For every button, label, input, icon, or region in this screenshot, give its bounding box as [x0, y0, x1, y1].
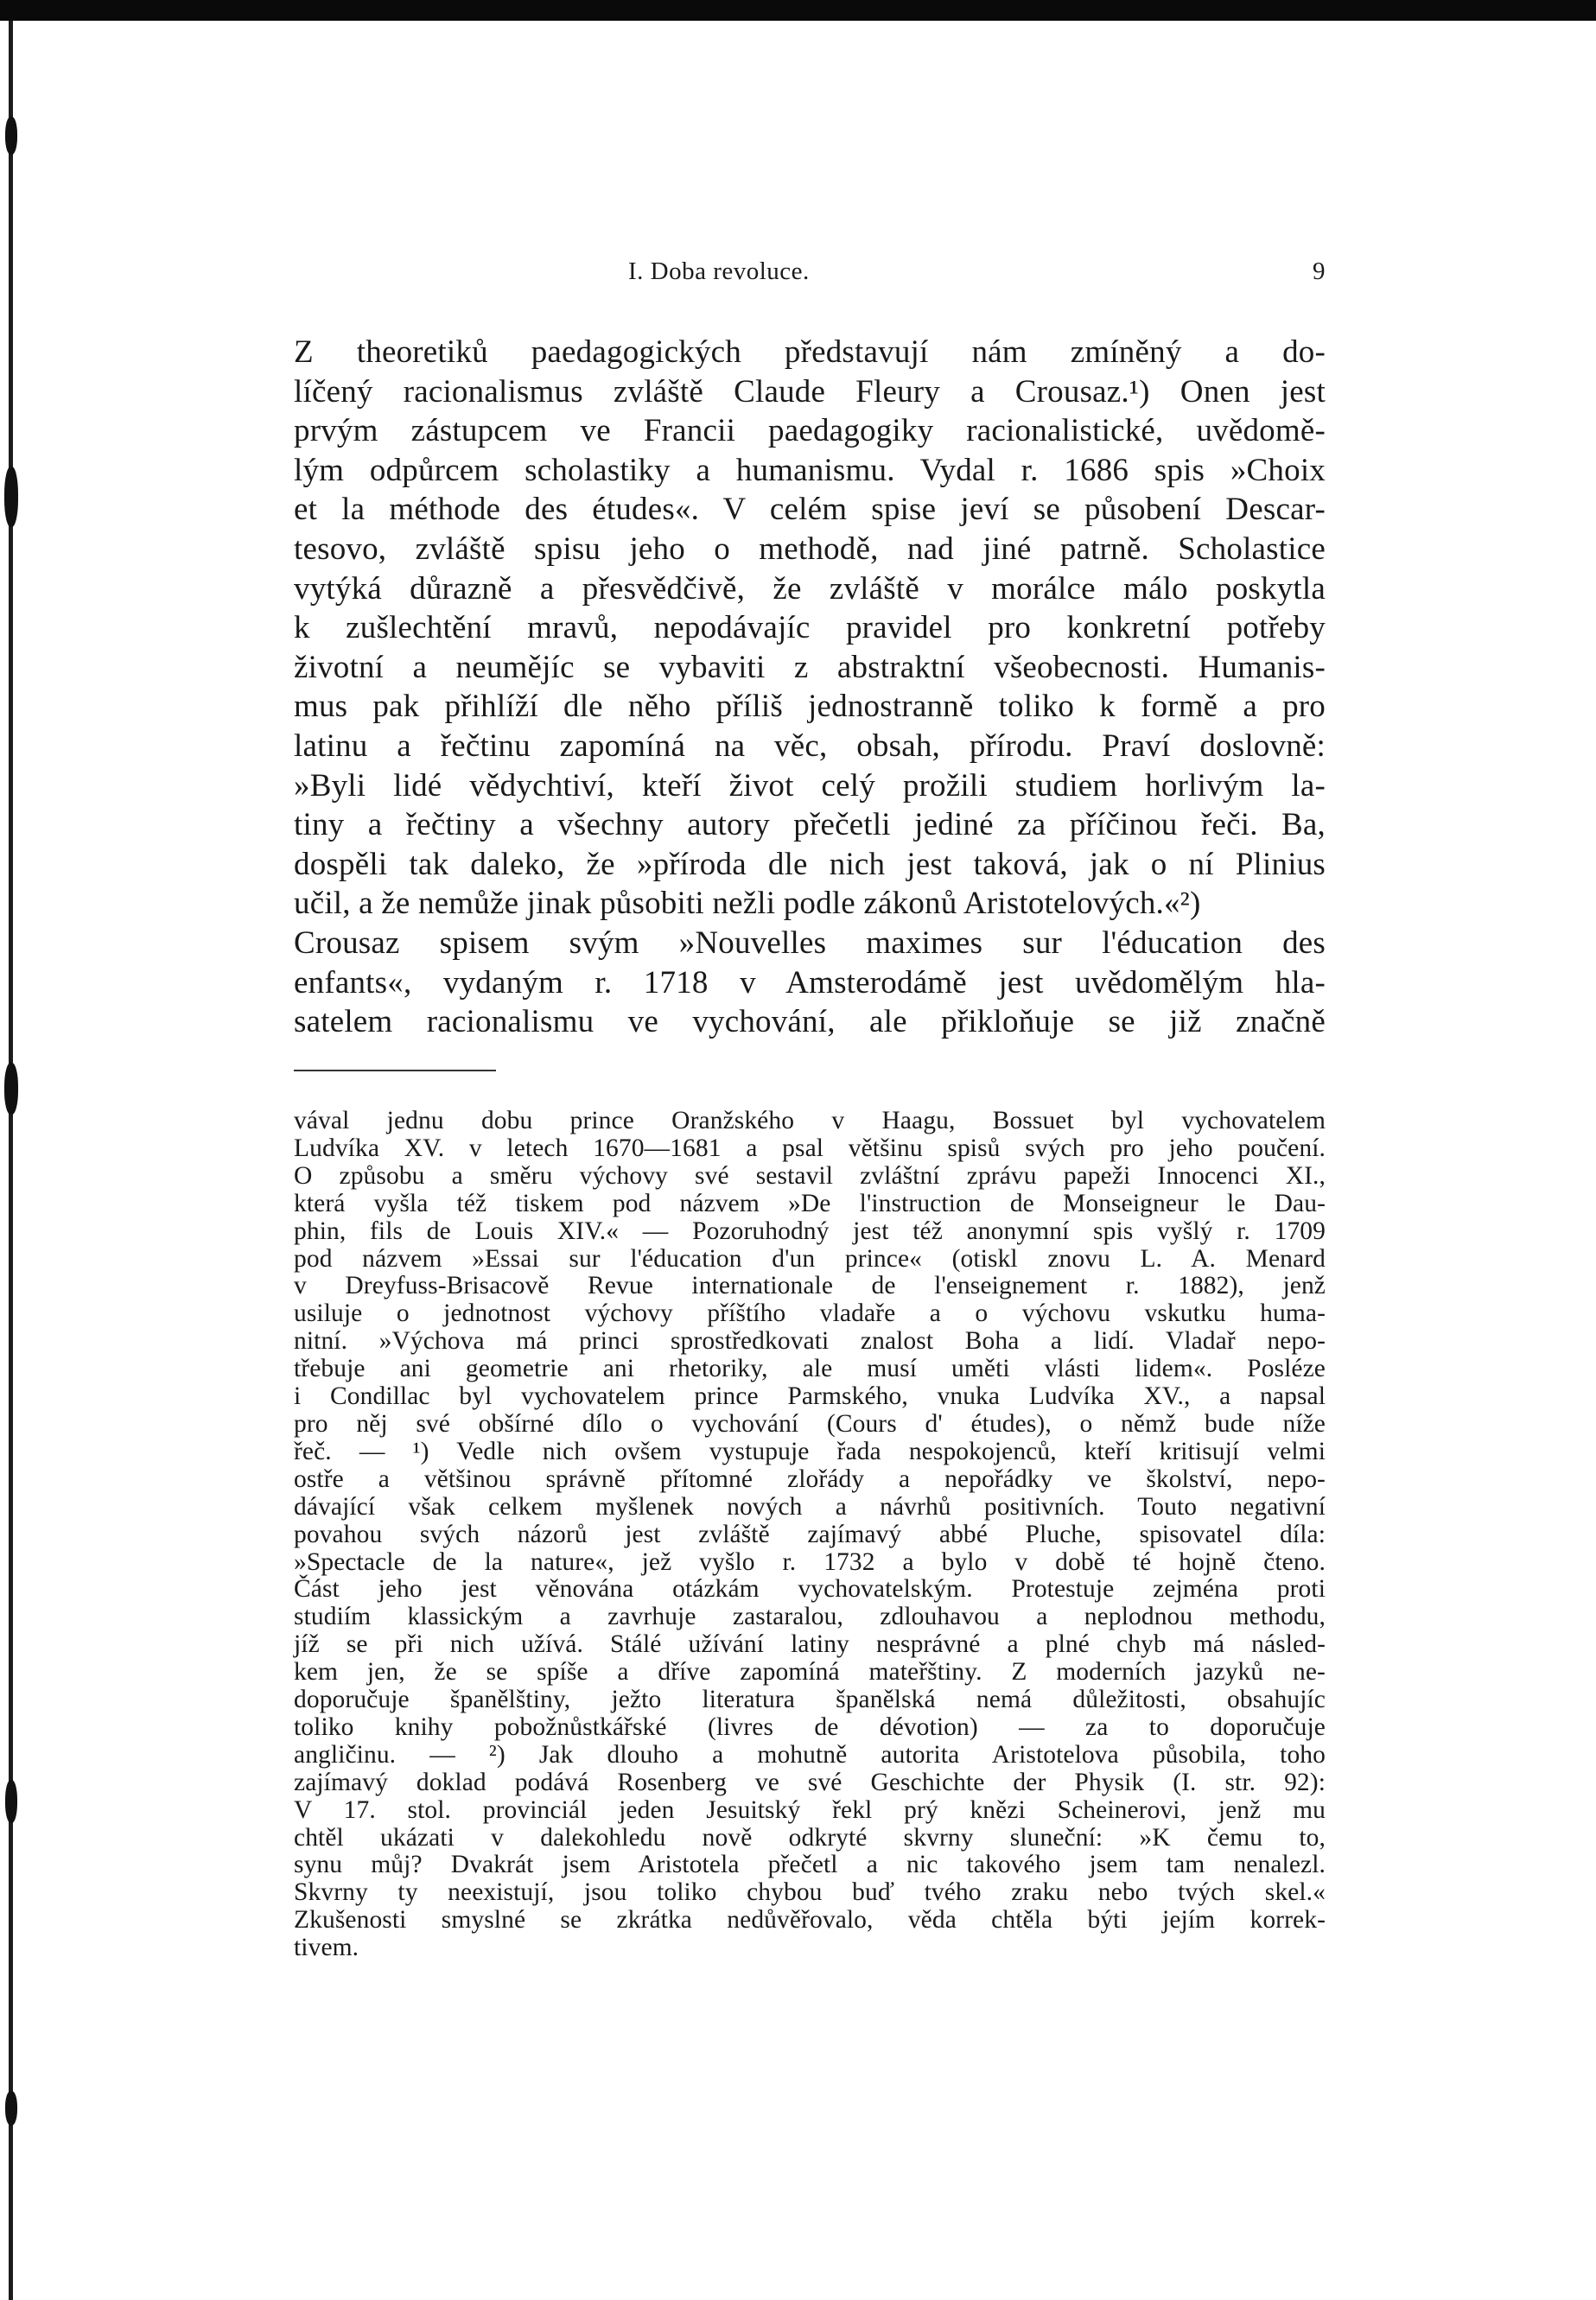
body-line: Z theoretiků paedagogických představují nám zmíněný a do- — [294, 334, 1326, 370]
main-text — [294, 333, 1326, 1042]
binding-mark — [4, 1063, 18, 1115]
page-header — [294, 257, 1326, 292]
scan-left-edge — [9, 21, 13, 2300]
body-line: lým odpůrcem scholastiky a humanismu. Vydal r. 1686 spis »Choix — [294, 452, 1326, 488]
footnote-line: povahou svých názorů jest zvláště zajímavý abbé Pluche, spisovatel díla: — [294, 1520, 1326, 1548]
footnote-line: Skvrny ty neexistují, jsou toliko chybou buď tvého zraku nebo tvých skel.« — [294, 1878, 1326, 1907]
binding-mark — [4, 467, 18, 527]
footnote-line: zajímavý doklad podává Rosenberg ve své Geschichte der Physik (I. str. 92): — [294, 1768, 1326, 1796]
body-line: et la méthode des études«. V celém spise jeví se působení Descar- — [294, 492, 1326, 528]
footnote-line: jíž se při nich užívá. Stálé užívání latiny nesprávné a plné chyb má násled- — [294, 1630, 1326, 1659]
footnote-line: řeč. — ¹) Vedle nich ovšem vystupuje řada nespokojenců, kteří kritisují velmi — [294, 1437, 1326, 1465]
binding-mark — [5, 2091, 17, 2125]
body-line: učil, a že nemůže jinak působiti nežli podle zákonů Aristotelových.«²) — [294, 886, 1201, 922]
footnote-line: V 17. stol. provinciál jeden Jesuitský řekl prý knězi Scheinerovi, jenž mu — [294, 1795, 1326, 1824]
footnote-line: nitní. »Výchova má princi sprostředkovati znalost Boha a lidí. Vladař nepo- — [294, 1327, 1326, 1356]
body-line: tesovo, zvláště spisu jeho o methodě, nad jiné patrně. Scholastice — [294, 531, 1326, 567]
footnotes — [294, 1108, 1326, 1962]
footnote-line: angličinu. — ²) Jak dlouho a mohutně autorita Aristotelova působila, toho — [294, 1740, 1326, 1769]
footnote-line: i Condillac byl vychovatelem prince Parmského, vnuka Ludvíka XV., a napsal — [294, 1382, 1326, 1411]
body-line: životní a neumějíc se vybaviti z abstraktní všeobecnosti. Humanis- — [294, 649, 1326, 685]
footnote-line: kem jen, že se spíše a dříve zapomíná mateřštiny. Z moderních jazyků ne- — [294, 1658, 1326, 1687]
body-line: vytýká důrazně a přesvědčivě, že zvláště v morálce málo poskytla — [294, 570, 1326, 607]
body-line: latinu a řečtinu zapomíná na věc, obsah, přírodu. Praví doslovně: — [294, 727, 1326, 764]
body-line: »Byli lidé vědychtiví, kteří život celý prožili studiem horlivým la- — [294, 767, 1326, 804]
body-line: mus pak přihlíží dle něho příliš jednostranně toliko k formě a pro — [294, 689, 1326, 725]
footnote-line: tivem. — [294, 1934, 359, 1962]
footnote-line: usiluje o jednotnost výchovy příštího vladaře a o výchovu vskutku huma- — [294, 1299, 1326, 1328]
footnote-line: phin, fils de Louis XIV.« — Pozoruhodný jest též anonymní spis vyšlý r. 1709 — [294, 1217, 1326, 1245]
footnote-line: Část jeho jest věnována otázkám vychovatelským. Protestuje zejména proti — [294, 1575, 1326, 1604]
footnote-line: Zkušenosti smyslné se zkrátka nedůvěřovalo, věda chtěla býti jejím korrek- — [294, 1906, 1326, 1935]
body-line: prvým zástupcem ve Francii paedagogiky racionalistické, uvědomě- — [294, 413, 1326, 449]
footnote-line: pro něj své obšírné dílo o vychování (Cours d' études), o němž bude níže — [294, 1409, 1326, 1438]
scan-top-border — [0, 0, 1596, 21]
body-line: k zušlechtění mravů, nepodávajíc pravidel pro konkretní potřeby — [294, 610, 1326, 646]
footnote-line: ostře a většinou správně přítomné zlořády a nepořádky ve školství, nepo- — [294, 1465, 1326, 1493]
body-line: dospěli tak daleko, že »příroda dle nich jest taková, jak o ní Plinius — [294, 846, 1326, 882]
footnote-line: třebuje ani geometrie ani rhetoriky, ale musí uměti vlásti lidem«. Posléze — [294, 1355, 1326, 1383]
footnote-line: chtěl ukázati v dalekohledu nově odkryté skvrny sluneční: »K čemu to, — [294, 1823, 1326, 1852]
footnote-line: synu můj? Dvakrát jsem Aristotela přečetl a nic takového jsem tam nenalezl. — [294, 1851, 1326, 1879]
footnote-separator — [294, 1070, 496, 1071]
page-number: 9 — [1313, 257, 1326, 285]
body-line: Crousaz spisem svým »Nouvelles maximes sur l'éducation des — [294, 924, 1326, 961]
body-line: tiny a řečtiny a všechny autory přečetli jediné za příčinou řeči. Ba, — [294, 807, 1326, 843]
footnote-line: v Dreyfuss-Brisacově Revue internationale de l'enseignement r. 1882), jenž — [294, 1272, 1326, 1300]
footnote-line: studiím klassickým a zavrhuje zastaralou, zdlouhavou a neplodnou methodu, — [294, 1603, 1326, 1631]
body-line: enfants«, vydaným r. 1718 v Amsterodámě jest uvědomělým hla- — [294, 964, 1326, 1001]
footnote-line: O způsobu a směru výchovy své sestavil zvláštní zprávu papeži Innocenci XI., — [294, 1161, 1326, 1190]
running-head: I. Doba revoluce. — [628, 257, 810, 285]
footnote-line: která vyšla též tiskem pod názvem »De l'instruction de Monseigneur le Dau- — [294, 1189, 1326, 1217]
body-line: líčený racionalismus zvláště Claude Fleury a Crousaz.¹) Onen jest — [294, 373, 1326, 410]
footnote-line: dávající však celkem myšlenek nových a návrhů positivních. Touto negativní — [294, 1492, 1326, 1521]
binding-mark — [5, 117, 17, 155]
footnote-line: toliko knihy pobožnůstkářské (livres de dévotion) — za to doporučuje — [294, 1712, 1326, 1741]
body-line: satelem racionalismu ve vychování, ale přikloňuje se již značně — [294, 1004, 1326, 1040]
binding-mark — [5, 1780, 17, 1823]
footnote-line: pod názvem »Essai sur l'éducation d'un prince« (otiskl znovu L. A. Menard — [294, 1244, 1326, 1273]
footnote-line: vával jednu dobu prince Oranžského v Haagu, Bossuet byl vychovatelem — [294, 1107, 1326, 1134]
footnote-line: Ludvíka XV. v letech 1670—1681 a psal většinu spisů svých pro jeho poučení. — [294, 1134, 1326, 1162]
footnote-line: doporučuje španělštiny, ježto literatura španělská nemá důležitosti, obsahujíc — [294, 1686, 1326, 1714]
footnote-line: »Spectacle de la nature«, jež vyšlo r. 1732 a bylo v době té hojně čteno. — [294, 1547, 1326, 1576]
